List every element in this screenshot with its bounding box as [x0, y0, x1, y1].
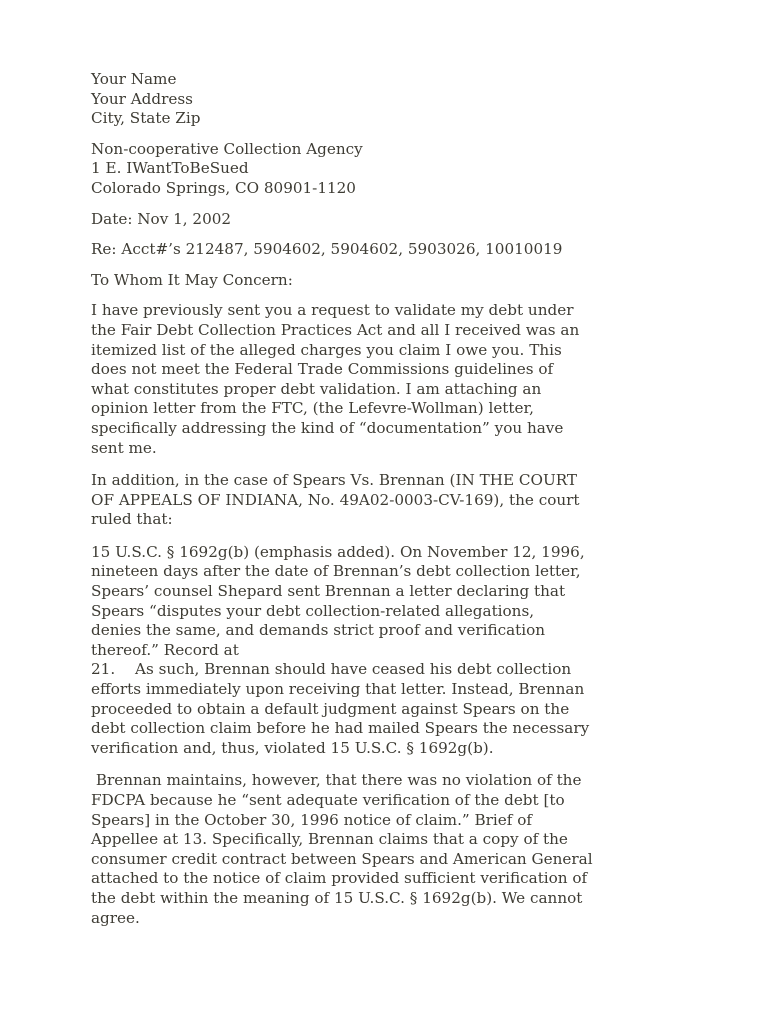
paragraph-court-quote: 15 U.S.C. § 1692g(b) (emphasis added). On November 12, 1996, nineteen days after the date of Brennan’s debt collection letter, Spears’ counsel Shepard sent Brennan a letter declaring that Spears “disputes your debt collection-related allegations, denies the same, and demands strict proof and verification thereof.” Record at 21. As such, Brennan should have ceased his debt collection efforts immediately upon receiving that letter. Instead, Brennan proceeded to obtain a default judgment against Spears on the debt collection claim before he had mailed Spears the necessary verification and, thus, violated 15 U.S.C. § 1692g(b). [91, 543, 700, 759]
sender-name: Your Name [91, 70, 177, 88]
paragraph-case-citation: In addition, in the case of Spears Vs. Brennan (IN THE COURT OF APPEALS OF INDIANA, No. 49A02-0003-CV-169), the court ruled that: [91, 471, 580, 529]
recipient-address [91, 140, 700, 199]
reference-line: Re: Acct#’s 212487, 5904602, 5904602, 5903026, 10010019 [91, 240, 563, 259]
record-number-line: 21. As such, Brennan should have ceased his debt collection [91, 660, 572, 679]
sender-city: City, State Zip [91, 109, 201, 128]
sender-address [91, 70, 700, 129]
record-number: 21. [91, 660, 116, 679]
sender-street: Your Address [91, 89, 193, 108]
recipient-city: Colorado Springs, CO 80901-1120 [91, 178, 356, 197]
recipient-name: Non-cooperative Collection Agency [91, 139, 363, 158]
date-line: Date: Nov 1, 2002 [91, 209, 232, 228]
salutation: To Whom It May Concern: [91, 270, 293, 289]
paragraph-validation-request: I have previously sent you a request to validate my debt under the Fair Debt Collection Practices Act and all I received was an itemized list of the alleged charges you claim I owe you. This does not meet the Federal Trade Commissions guidelines of what constitutes proper debt validation. I am attaching an opinion letter from the FTC, (the Lefevre-Wollman) letter, specifically addressing the kind of “documentation” you have sent me. [91, 301, 580, 457]
recipient-street: 1 E. IWantToBeSued [91, 159, 249, 178]
paragraph-brennan-argument: Brennan maintains, however, that there was no violation of the FDCPA because he “sent adequate verification of the debt [to Spears] in the October 30, 1996 notice of claim.” Brief of Appellee at 13. Specifically, Brennan claims that a copy of the consumer credit contract between Spears and American General attached to the notice of claim provided sufficient verification of the debt within the meaning of 15 U.S.C. § 1692g(b). We cannot agree. [91, 771, 593, 927]
